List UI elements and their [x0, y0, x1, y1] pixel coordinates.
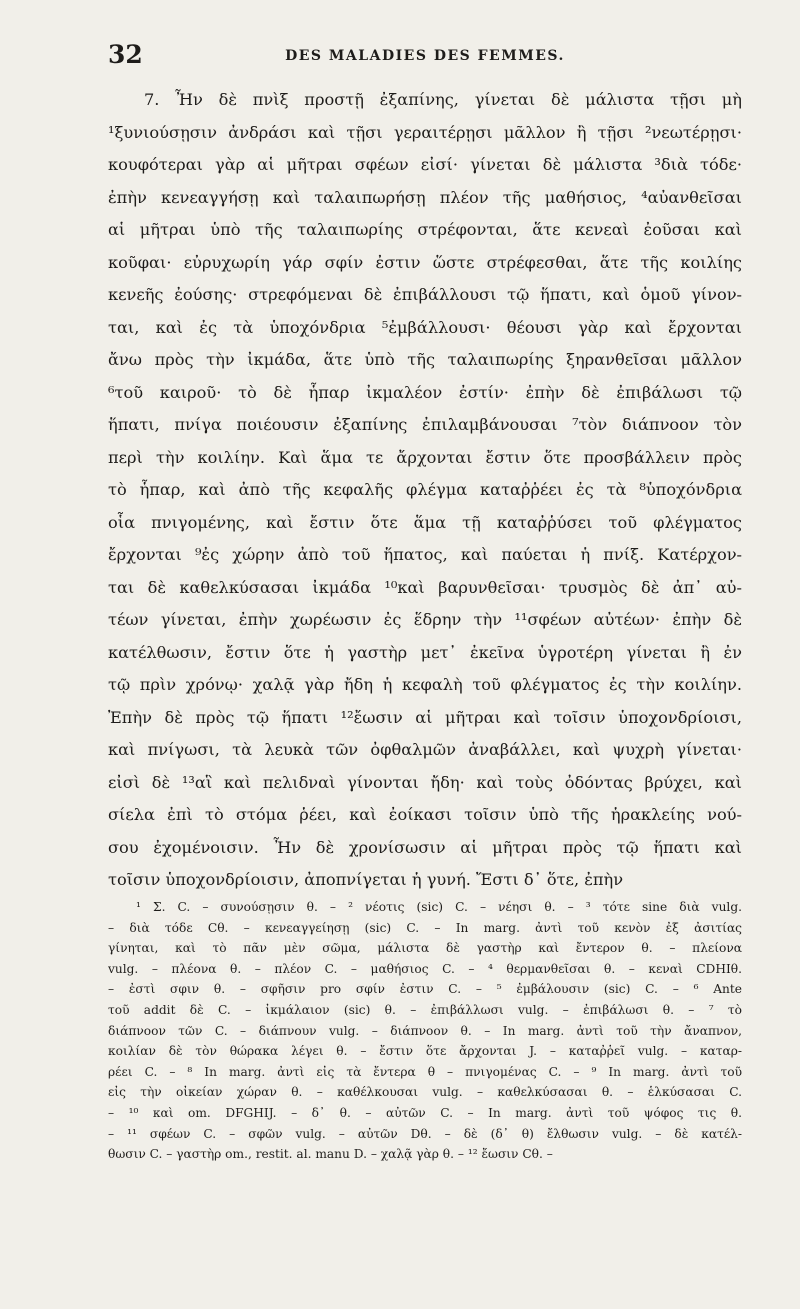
- text-line: ἐπὴν κενεαγγήσῃ καὶ ταλαιπωρήσῃ πλέον τῆς μαθήσιος, ⁴αὐανθεῖσαι: [108, 187, 742, 207]
- footnote-line: θωσιν C. – γαστὴρ om., restit. al. manu D. – χαλᾷ γὰρ θ. – ¹² ἔωσιν Cθ. –: [108, 1147, 553, 1162]
- text-line: 7. Ἦν δὲ πνὶξ προστῇ ἐξαπίνης, γίνεται δὲ μάλιστα τῇσι μὴ: [144, 90, 742, 109]
- footnote-line: – ¹⁰ καὶ om. DFGHIJ. – δ᾽ θ. – αὐτῶν C. – In marg. ἀντὶ τοῦ ψόφος τις θ.: [108, 1105, 742, 1120]
- text-line: σου ἐχομένοισιν. Ἦν δὲ χρονίσωσιν αἱ μῆτραι πρὸς τῷ ἥπατι καὶ: [108, 837, 742, 857]
- text-line: τέων γίνεται, ἐπὴν χωρέωσιν ἐς ἕδρην τὴν ¹¹σφέων αὐτέων· ἐπὴν δὲ: [108, 610, 742, 629]
- text-line: εἰσὶ δὲ ¹³αἳ καὶ πελιδναὶ γίνονται ἤδη· καὶ τοὺς ὀδόντας βρύχει, καὶ: [108, 772, 742, 792]
- text-line: ¹ξυνιούσῃσιν ἀνδράσι καὶ τῇσι γεραιτέρῃσι μᾶλλον ἢ τῇσι ²νεωτέρῃσι·: [108, 122, 742, 142]
- text-line: ται, καὶ ἐς τὰ ὑποχόνδρια ⁵ἐμβάλλουσι· θέουσι γὰρ καὶ ἔρχονται: [108, 317, 742, 337]
- text-line: ται δὲ καθελκύσασαι ἰκμάδα ¹⁰καὶ βαρυνθεῖσαι· τρυσμὸς δὲ ἀπ᾽ αὐ-: [108, 577, 742, 597]
- text-line: περὶ τὴν κοιλίην. Καὶ ἅμα τε ἄρχονται ἔστιν ὅτε προσβάλλειν πρὸς: [108, 447, 742, 467]
- text-line: Ἐπὴν δὲ πρὸς τῷ ἥπατι ¹²ἔωσιν αἱ μῆτραι καὶ τοῖσιν ὑποχονδρίοισι,: [108, 707, 742, 727]
- text-line: τὸ ἧπαρ, καὶ ἀπὸ τῆς κεφαλῆς φλέγμα καταῤῥέει ἐς τὰ ⁸ὑποχόνδρια: [108, 480, 742, 499]
- footnote-line: εἰς τὴν οἰκείαν χώραν θ. – καθέλκουσαι vulg. – καθελκύσασαι θ. – ἑλκύσασαι C.: [108, 1085, 742, 1100]
- running-head: DES MALADIES DES FEMMES.: [285, 48, 565, 64]
- text-line: καὶ πνίγωσι, τὰ λευκὰ τῶν ὀφθαλμῶν ἀναβάλλει, καὶ ψυχρὴ γίνεται·: [108, 740, 742, 759]
- text-line: κουφότεραι γὰρ αἱ μῆτραι σφέων εἰσί· γίνεται δὲ μάλιστα ³διὰ τόδε·: [108, 155, 742, 174]
- text-line: κενεῆς ἐούσης· στρεφόμεναι δὲ ἐπιβάλλουσι τῷ ἥπατι, καὶ ὁμοῦ γίνον-: [108, 285, 742, 304]
- footnote-line: vulg. – πλέονα θ. – πλέον C. – μαθήσιος C. – ⁴ θερμανθεῖσαι θ. – κεναὶ CDHIθ.: [108, 961, 742, 976]
- page-header: [108, 40, 742, 70]
- footnotes: [108, 897, 742, 1165]
- text-line: ἥπατι, πνίγα ποιέουσιν ἐξαπίνης ἐπιλαμβάνουσαι ⁷τὸν διάπνοον τὸν: [108, 415, 742, 434]
- text-line: τῷ πρὶν χρόνῳ· χαλᾷ γὰρ ἤδη ἡ κεφαλὴ τοῦ φλέγματος ἐς τὴν κοιλίην.: [108, 675, 742, 694]
- text-line: ἄνω πρὸς τὴν ἰκμάδα, ἅτε ὑπὸ τῆς ταλαιπωρίης ξηρανθεῖσαι μᾶλλον: [108, 350, 742, 369]
- footnote-line: ρέει C. – ⁸ In marg. ἀντὶ εἰς τὰ ἔντερα θ – πνιγομένας C. – ⁹ In marg. ἀντὶ τοῦ: [108, 1064, 742, 1079]
- text-line: τοῖσιν ὑποχονδρίοισιν, ἀποπνίγεται ἡ γυνή. Ἔστι δ᾽ ὅτε, ἐπὴν: [108, 870, 624, 889]
- page-number: 32: [108, 40, 143, 69]
- text-line: σίελα ἐπὶ τὸ στόμα ῥέει, καὶ ἐοίκασι τοῖσιν ὑπὸ τῆς ἡρακλείης νού-: [108, 805, 742, 824]
- main-text: [108, 84, 742, 897]
- text-line: αἱ μῆτραι ὑπὸ τῆς ταλαιπωρίης στρέφονται, ἅτε κενεαὶ ἐοῦσαι καὶ: [108, 220, 742, 239]
- footnote-line: ¹ Σ. C. – συνούσῃσιν θ. – ² νέοτις (sic) C. – νέησι θ. – ³ τότε sine διὰ vulg.: [136, 900, 742, 914]
- text-line: ⁶τοῦ καιροῦ· τὸ δὲ ἧπαρ ἰκμαλέον ἐστίν· ἐπὴν δὲ ἐπιβάλωσι τῷ: [108, 382, 742, 402]
- footnote-line: κοιλίαν δὲ τὸν θώρακα λέγει θ. – ἔστιν ὅτε ἄρχονται J. – καταῤῥεῖ vulg. – καταρ-: [108, 1044, 742, 1059]
- footnote-line: – διὰ τόδε Cθ. – κενεαγγείησῃ (sic) C. – In marg. ἀντὶ τοῦ κενὸν ἐξ ἀσιτίας: [108, 920, 742, 935]
- text-line: ἔρχονται ⁹ἐς χώρην ἀπὸ τοῦ ἥπατος, καὶ παύεται ἡ πνίξ. Κατέρχον-: [108, 545, 742, 564]
- footnote-line: – ¹¹ σφέων C. – σφῶν vulg. – αὐτῶν Dθ. – δὲ (δ᾽ θ) ἔλθωσιν vulg. – δὲ κατέλ-: [108, 1126, 742, 1141]
- footnote-line: τοῦ addit δὲ C. – ἰκμάλαιον (sic) θ. – ἐπιβάλλωσι vulg. – ἐπιβάλωσι θ. – ⁷ τὸ: [108, 1002, 742, 1017]
- text-line: κατέλθωσιν, ἔστιν ὅτε ἡ γαστὴρ μετ᾽ ἐκεῖνα ὑγροτέρη γίνεται ἢ ἐν: [108, 642, 742, 662]
- footnote-line: γίνηται, καὶ τὸ πᾶν μὲν σῶμα, μάλιστα δὲ γαστὴρ καὶ ἔντερον θ. – πλείονα: [108, 941, 742, 956]
- text-line: κοῦφαι· εὐρυχωρίη γάρ σφίν ἐστιν ὥστε στρέφεσθαι, ἅτε τῆς κοιλίης: [108, 252, 742, 272]
- text-line: οἷα πνιγομένης, καὶ ἔστιν ὅτε ἅμα τῇ καταῤῥύσει τοῦ φλέγματος: [108, 512, 742, 532]
- footnote-line: – ἐστὶ σφιν θ. – σφῆσιν pro σφίν ἐστιν C. – ⁵ ἐμβάλουσιν (sic) C. – ⁶ Ante: [108, 982, 742, 997]
- footnote-line: διάπνοον τῶν C. – διάπνουν vulg. – διάπνοον θ. – In marg. ἀντὶ τοῦ τὴν ἄναπνον,: [108, 1023, 742, 1038]
